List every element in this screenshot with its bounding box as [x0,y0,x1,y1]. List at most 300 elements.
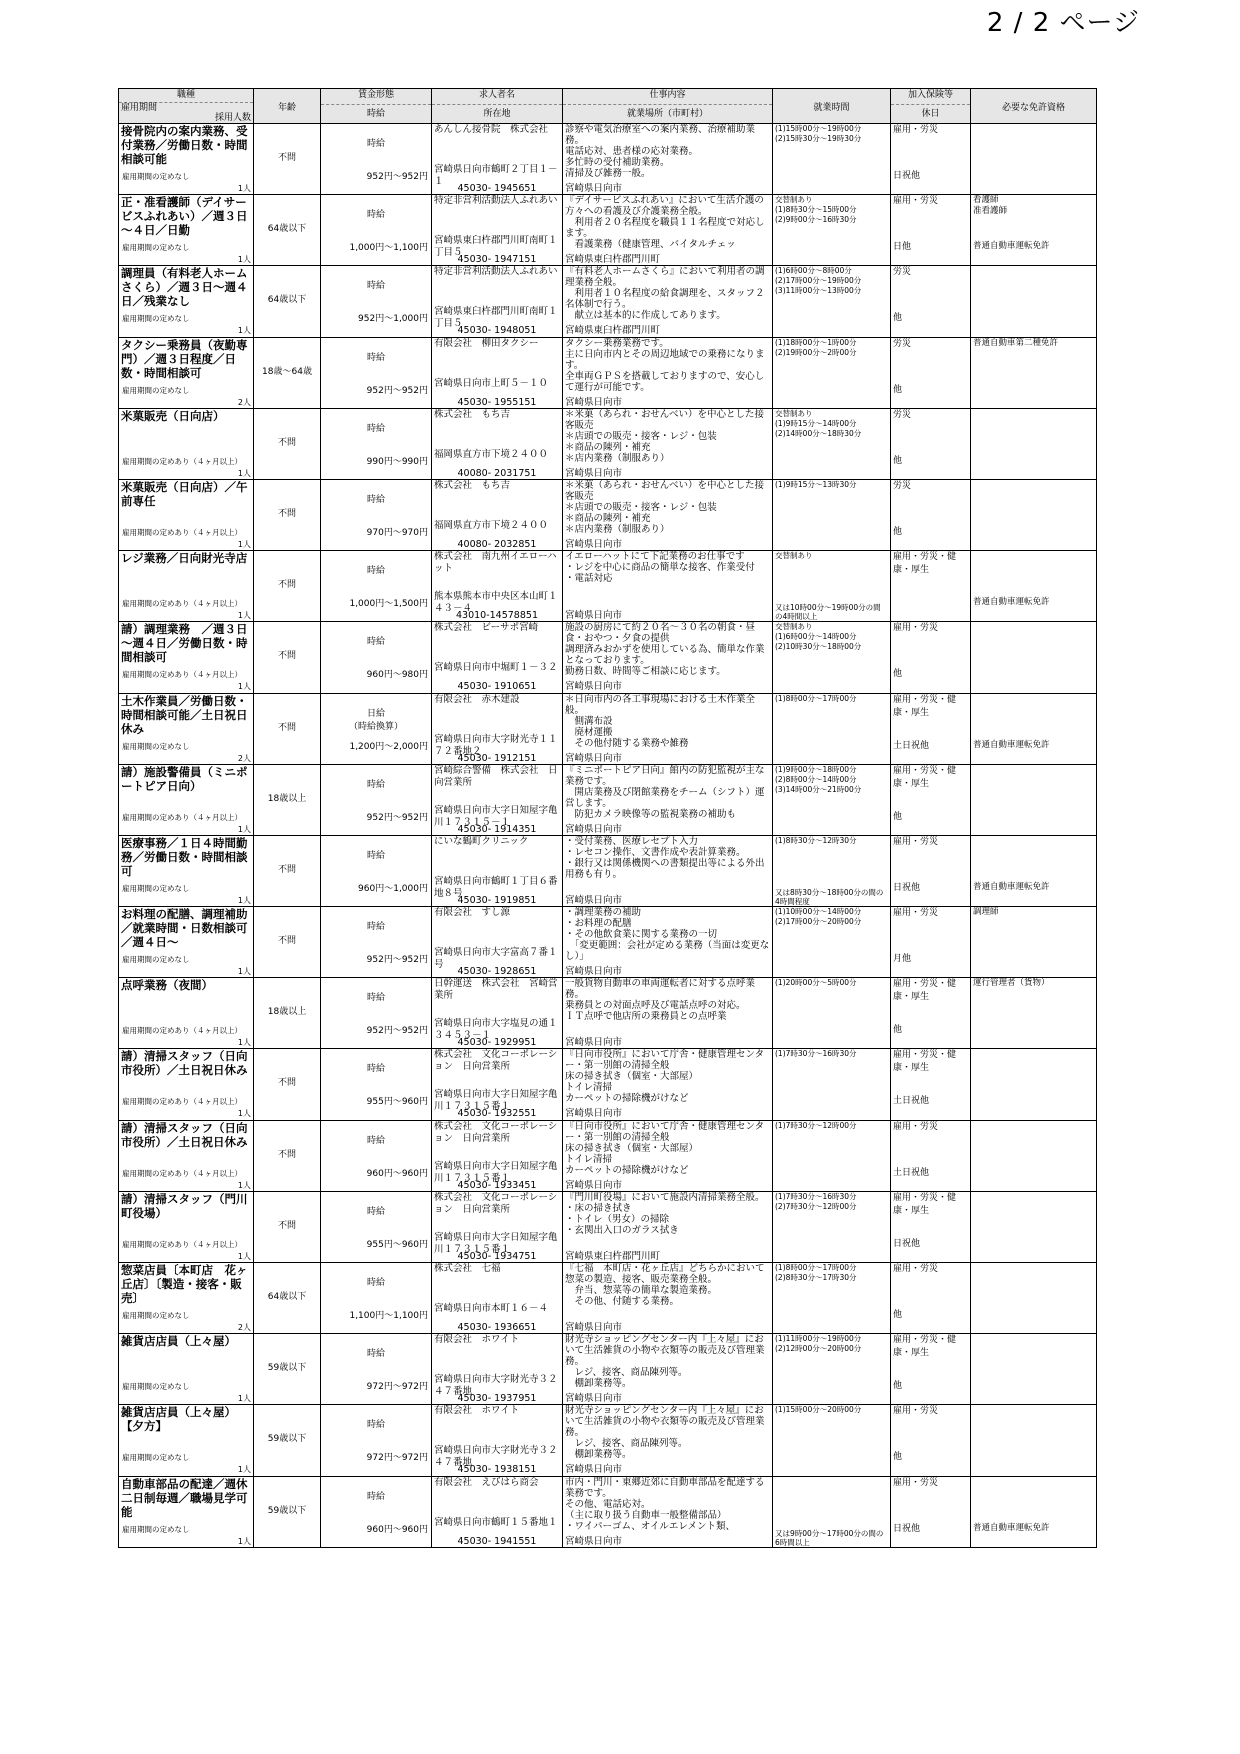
table-row [119,1405,1097,1476]
work-location: 宮崎県日向市 [565,895,770,906]
wage-type: 時給 [366,922,385,933]
insurance-cell [891,1191,971,1262]
holidays: 日祝他 [893,882,921,893]
work-hours: (1)11時00分～19時00分 (2)12時00分～20時00分 [775,1334,862,1354]
employment-period: 雇用期間の定めあり（４ヶ月以上） [122,599,242,609]
job-title: レジ業務／日向財光寺店 [121,551,248,566]
work-hours: (1)7時30分～16時30分 (2)7時30分～12時00分 [775,1191,857,1211]
holidays: 他 [893,1381,903,1392]
header-age: 年齢 [254,89,321,124]
employer-address: 宮崎県日向市大字日知屋字亀川１７３１５番１ [434,1089,558,1113]
age-requirement: 64歳以下 [267,295,307,306]
job-number: 45030- 1912151 [457,752,537,764]
insurance: 雇用・労災 [893,1121,939,1132]
wage-type: 時給 [366,281,385,292]
table-row [119,1120,1097,1191]
work-description: 『日向市役所』において庁舎・健康管理センター・第一別館の清掃全般 床の掃き拭き（個室・大部屋） トイレ清掃 カーペットの掃除機がけなど [565,1049,765,1105]
age-requirement: 18歳以上 [267,1007,307,1018]
wage-type: 時給 [366,779,385,790]
hours-cell [773,1334,891,1405]
age-requirement: 不問 [277,651,296,662]
wage-type: 時給 [366,210,385,221]
age-cell [254,195,321,266]
job-title: 請）施設警備員（ミニポートピア日向） [121,764,248,793]
hours-cell [773,1476,891,1547]
hire-count: 1人 [237,255,251,265]
age-cell [254,337,321,408]
license-cell [971,551,1097,622]
employment-period: 雇用期間の定めなし [122,385,190,395]
insurance: 労災 [893,338,912,349]
age-cell [254,1405,321,1476]
wage-cell [321,907,432,978]
wage-type: 時給 [366,1349,385,1360]
employer-cell [432,337,563,408]
table-row [119,835,1097,906]
hours-cell [773,978,891,1049]
wage-range: 952円～1,000円 [358,314,428,325]
required-license: 普通自動車第二種免許 [973,337,1059,348]
employer-address: 熊本県熊本市中央区本山町１４３－４ [434,591,558,615]
job-title: 点呼業務（夜間） [121,978,213,993]
employer-cell [432,978,563,1049]
required-license-secondary: 普通自動車運転免許 [973,881,1050,892]
job-title: 米菓販売（日向店）／午前専任 [121,479,248,508]
hire-count: 1人 [237,1038,251,1048]
wage-range: 955円～960円 [366,1239,428,1250]
work-location: 宮崎県日向市 [565,1536,770,1547]
age-requirement: 18歳～64歳 [262,366,312,377]
job-cell [119,1191,254,1262]
employer-address: 宮崎県日向市大字財光寺３２４７番地 [434,1374,558,1398]
hours-cell [773,266,891,337]
employment-period: 雇用期間の定めなし [122,243,190,253]
hours-cell [773,551,891,622]
work-location: 宮崎県東臼杵郡門川町 [565,325,770,336]
hours-cell [773,622,891,693]
job-number: 45030- 1945651 [457,183,537,194]
work-location: 宮崎県日向市 [565,397,770,408]
wage-range: 972円～972円 [366,1382,428,1393]
hours-cell [773,124,891,195]
employment-period: 雇用期間の定めあり（４ヶ月以上） [122,456,242,466]
employer-cell [432,1120,563,1191]
insurance: 雇用・労災・健康・厚生 [893,1335,957,1359]
insurance: 雇用・労災・健康・厚生 [893,1192,957,1216]
job-cell [119,1049,254,1120]
employer-cell [432,1049,563,1120]
work-location: 宮崎県日向市 [565,1393,770,1404]
work-cell [563,835,773,906]
required-license-secondary: 普通自動車運転免許 [973,241,1050,252]
required-license-secondary: 普通自動車運転免許 [973,739,1050,750]
wage-cell [321,835,432,906]
work-hours: (1)7時30分～12時00分 [775,1120,857,1130]
work-hours: (1)20時00分～5時00分 [775,978,857,988]
employer-address: 宮崎県東臼杵郡門川町南町１丁目５ [434,235,558,259]
holidays: 他 [893,811,903,822]
work-description: 『ミニポートピア日向』館内の防犯監視が主な業務です。 開店業務及び閉館業務をチーム（シフト）運営します。 防犯カメラ映像等の監視業務の補助も [565,764,765,820]
hire-count: 1人 [237,468,251,478]
work-location: 宮崎県日向市 [565,966,770,977]
work-cell [563,551,773,622]
work-hours: (1)15時00分～19時00分 (2)15時30分～19時30分 [775,124,862,143]
work-cell [563,266,773,337]
license-cell [971,1120,1097,1191]
job-cell [119,337,254,408]
age-cell [254,124,321,195]
insurance-cell [891,479,971,550]
age-requirement: 不問 [277,936,296,947]
work-cell [563,622,773,693]
employment-period: 雇用期間の定めなし [122,741,190,751]
license-cell [971,266,1097,337]
employment-period: 雇用期間の定めあり（４ヶ月以上） [122,1168,242,1178]
employer-cell [432,195,563,266]
work-description: ・調理業務の補助 ・お料理の配膳 ・その他飲食業に関する業務の一切 「変更範囲：会社が定める業務（当面は変更なし）」 [565,907,770,963]
wage-type: 時給 [366,352,385,363]
hire-count: 1人 [237,1465,251,1475]
age-requirement: 不問 [277,1149,296,1160]
age-cell [254,835,321,906]
work-description: 『門川町役場』において施設内清掃業務全般。 ・床の掃き拭き ・トイレ（男女）の掃除 ・玄関出入口のガラス拭き [565,1191,765,1236]
employer-name: 有限会社 すし源 [434,907,511,919]
work-hours: (1)8時00分～17時00分 [775,693,857,703]
work-location: 宮崎県日向市 [565,1464,770,1475]
insurance-cell [891,408,971,479]
employer-address: 宮崎県日向市大字日知屋字亀川１７３１５番１ [434,1231,558,1255]
job-number: 45030- 1928651 [457,966,537,978]
job-title: 米菓販売（日向店） [121,408,225,423]
work-cell [563,907,773,978]
hire-count: 1人 [237,611,251,621]
insurance: 雇用・労災・健康・厚生 [893,979,957,1003]
insurance-cell [891,693,971,764]
table-row [119,1263,1097,1334]
wage-range: 952円～952円 [366,385,428,396]
wage-range: 1,000円～1,500円 [349,599,428,610]
work-description: 市内・門川・東郷近郊に自動車部品を配達する業務です。 その他、電話応対。 （主に取り扱う自動車一般整備部品） ・ワイパーゴム、オイルエレメント類、 [565,1476,765,1532]
work-hours: 交替制あり (1)8時30分～15時00分 (2)9時00分～16時30分 [775,195,857,225]
employment-period: 雇用期間の定めあり（４ヶ月以上） [122,1097,242,1107]
wage-range: 970円～970円 [366,527,428,538]
wage-cell [321,1263,432,1334]
wage-range: 960円～1,000円 [358,883,428,894]
employer-address: 宮崎県日向市鶴町２丁目１－１ [434,164,558,187]
wage-type: 時給 [366,993,385,1004]
table-row [119,266,1097,337]
employer-address: 宮崎県日向市大字財光寺３２４７番地 [434,1445,558,1469]
wage-type: 時給 [366,1064,385,1075]
job-number: 45030- 1955151 [457,396,537,408]
hire-count: 1人 [237,967,251,977]
hours-cell [773,835,891,906]
license-cell [971,907,1097,978]
wage-type: 時給 [366,423,385,434]
job-number: 45030- 1938151 [457,1464,537,1476]
wage-type: 時給 [366,1420,385,1431]
age-requirement: 64歳以下 [267,224,307,235]
age-cell [254,1476,321,1547]
work-description: タクシー乗務業務です。 主に日向市内とその周辺地域での乗務になります。 全車両ＧＰＳを搭載しておりますので、安心して運行が可能です。 [565,337,765,393]
employer-cell [432,266,563,337]
wage-range: 1,200円～2,000円 [349,741,428,752]
insurance-cell [891,124,971,195]
job-title: お料理の配膳、調理補助／就業時間・日数相談可／週４日～ [121,907,248,950]
license-cell [971,408,1097,479]
work-location: 宮崎県日向市 [565,183,770,194]
employer-address: 宮崎県日向市大字日知屋字亀川１７３１５－１ [434,804,558,828]
license-cell [971,1049,1097,1120]
employer-address: 宮崎県日向市上町５－１０ [434,377,549,389]
age-requirement: 不問 [277,153,296,163]
age-requirement: 59歳以下 [267,1363,307,1374]
age-cell [254,693,321,764]
page-number: 2 / 2 ページ [986,8,1140,38]
work-description: ＊日向市内の各工事現場における土木作業全般。 側溝布設 廃材運搬 その他付随する業務や雑務 [565,693,756,749]
work-location: 宮崎県日向市 [565,610,770,621]
wage-cell [321,693,432,764]
job-number: 45030- 1934751 [457,1250,537,1262]
table-row [119,978,1097,1049]
employer-name: 株式会社 文化コーポレーション 日向営業所 [434,1049,558,1073]
age-cell [254,408,321,479]
age-cell [254,479,321,550]
employer-cell [432,907,563,978]
holidays: 他 [893,1025,903,1036]
hours-cell [773,1405,891,1476]
work-cell [563,764,773,835]
header-license: 必要な免許資格 [971,89,1097,124]
employer-name: 株式会社 もち吉 [434,408,511,420]
age-cell [254,978,321,1049]
job-cell [119,907,254,978]
work-cell [563,1263,773,1334]
hire-count: 2人 [237,1323,251,1332]
employment-period: 雇用期間の定めあり（４ヶ月以上） [122,670,242,680]
job-cell [119,1263,254,1334]
job-number: 45030- 1933451 [457,1179,537,1191]
work-cell [563,693,773,764]
employer-name: 宮崎綜合警備 株式会社 日向営業所 [434,764,558,788]
wage-range: 1,000円～1,100円 [349,243,428,254]
hire-count: 1人 [237,895,251,905]
age-cell [254,1049,321,1120]
work-description: 診察や電気治療室への案内業務、治療補助業務。 電話応対、患者様の応対業務。 多忙時の受付補助業務。 清掃及び雑務一般。 [565,124,756,179]
age-cell [254,1120,321,1191]
work-hours-note: 又は9時00分～17時00分の間の6時間以上 [775,1528,884,1547]
header-hours: 就業時間 [773,89,891,124]
job-cell [119,764,254,835]
job-rows [119,124,1097,1548]
employer-address: 宮崎県日向市鶴町１５番地１ [434,1516,558,1528]
work-hours: 交替制あり (1)9時15分～14時00分 (2)14時00分～18時30分 [775,408,862,438]
age-requirement: 不問 [277,722,296,733]
job-number: 40080- 2032851 [457,538,537,550]
hire-count: 1人 [237,1109,251,1119]
employer-name: 有限会社 赤木建設 [434,693,520,705]
age-requirement: 64歳以下 [267,1292,307,1302]
job-cell [119,1405,254,1476]
work-cell [563,195,773,266]
work-location: 宮崎県日向市 [565,468,770,479]
employer-cell [432,408,563,479]
hours-cell [773,195,891,266]
age-cell [254,1263,321,1334]
work-location: 宮崎県日向市 [565,539,770,550]
employment-period: 雇用期間の定めあり（４ヶ月以上） [122,1239,242,1249]
wage-cell [321,337,432,408]
work-description: 『七福 本町店・花ヶ丘店』どちらかにおいて惣菜の製造、接客、販売業務全般。 弁当、惣菜等の簡単な製造業務。 その他、付随する業務。 [565,1263,765,1307]
job-cell [119,1334,254,1405]
insurance: 雇用・労災・健康・厚生 [893,765,957,789]
age-cell [254,1191,321,1262]
job-title: 土木作業員／労働日数・時間相談可能／土日祝日休み [121,693,248,736]
hire-count: 2人 [237,397,251,407]
wage-cell [321,1049,432,1120]
work-location: 宮崎県日向市 [565,824,770,835]
insurance: 雇用・労災 [893,1264,939,1274]
work-cell [563,1476,773,1547]
wage-cell [321,1120,432,1191]
job-title: 請）清掃スタッフ（門川町役場） [121,1191,248,1220]
work-description: 『デイサービスふれあい』において生活介護の方々への看護及び介護業務全般。 利用者２０名程度を職員１１名程度で対応します。 看護業務（健康管理、バイタルチェッ [565,195,765,251]
employment-period: 雇用期間の定めあり（４ヶ月以上） [122,812,242,822]
employer-cell [432,622,563,693]
wage-cell [321,764,432,835]
wage-cell [321,622,432,693]
age-cell [254,551,321,622]
work-location: 宮崎県東臼杵郡門川町 [565,254,770,265]
wage-cell [321,408,432,479]
table-row [119,764,1097,835]
employer-address: 宮崎県東臼杵郡門川町南町１丁目５ [434,306,558,330]
insurance-cell [891,1120,971,1191]
wage-range: 960円～960円 [366,1168,428,1179]
work-hours: (1)10時00分～14時00分 (2)17時00分～20時00分 [775,907,862,927]
hire-count: 1人 [237,682,251,692]
work-cell [563,978,773,1049]
age-cell [254,764,321,835]
license-cell [971,479,1097,550]
age-cell [254,1334,321,1405]
header-employer: 求人者名 所在地 [432,89,563,124]
job-number: 45030- 1914351 [457,823,537,835]
job-cell [119,479,254,550]
table-row [119,1334,1097,1405]
employer-name: あんしん接骨院 株式会社 [434,124,549,135]
license-cell [971,978,1097,1049]
wage-type: 時給 [366,1135,385,1146]
license-cell [971,337,1097,408]
employer-name: 特定非営利活動法人ふれあい [434,195,558,207]
wage-cell [321,1191,432,1262]
holidays: 日祝他 [893,171,921,181]
required-license: 看護師 准看護師 [973,195,1008,217]
wage-type: 時給 [366,139,385,149]
employer-cell [432,693,563,764]
work-hours: (1)9時00分～18時00分 (2)8時00分～14時00分 (3)14時00分～21時00分 [775,764,862,794]
employer-name: 株式会社 ビーサポ宮崎 [434,622,539,634]
wage-type: 時給 [366,1491,385,1502]
job-title: 請）調理業務 ／週３日～週４日／労働日数・時間相談可 [121,622,248,665]
employer-address: 宮崎県日向市大字財光寺１１７２番地２ [434,733,558,757]
job-number: 45030- 1929951 [457,1037,537,1049]
holidays: 他 [893,669,903,680]
insurance: 雇用・労災 [893,623,939,634]
job-number: 45030- 1941551 [457,1535,537,1547]
hire-count: 1人 [237,539,251,549]
license-cell [971,124,1097,195]
work-hours: (1)18時00分～1時00分 (2)19時00分～2時00分 [775,337,857,357]
job-number: 45030- 1932551 [457,1108,537,1120]
holidays: 土日祝他 [893,1167,930,1178]
job-cell [119,1476,254,1547]
holidays: 他 [893,384,903,395]
insurance-cell [891,337,971,408]
employer-name: 特定非営利活動法人ふれあい [434,266,558,278]
wage-cell [321,124,432,195]
insurance-cell [891,907,971,978]
holidays: 土日祝他 [893,740,930,751]
work-location: 宮崎県東臼杵郡門川町 [565,1251,770,1262]
license-cell [971,1191,1097,1262]
work-hours-note: 又は10時00分～19時00分の間の4時間以上 [775,603,881,622]
table-row [119,693,1097,764]
holidays: 他 [893,1452,903,1463]
insurance: 雇用・労災 [893,125,939,135]
employer-address: 宮崎県日向市大字日知屋字亀川１７３１５番１ [434,1160,558,1184]
employer-cell [432,551,563,622]
work-description: 財光寺ショッピングセンター内『上々屋』において生活雑貨の小物や衣類等の販売及び管理業務。 レジ、接客、商品陳列等。 棚卸業務等。 [565,1405,765,1461]
wage-type: 時給 [366,1278,385,1288]
wage-cell [321,1476,432,1547]
employer-name: 有限会社 ホワイト [434,1405,520,1417]
work-hours: 交替制あり (1)6時00分～14時00分 (2)10時30分～18時00分 [775,622,862,652]
employer-cell [432,1476,563,1547]
header-insurance: 加入保険等 休日 [891,89,971,124]
license-cell [971,1334,1097,1405]
employer-cell [432,479,563,550]
wage-range: 952円～952円 [366,812,428,823]
license-cell [971,195,1097,266]
table-row [119,479,1097,550]
wage-type: 時給 [366,1206,385,1217]
age-requirement: 不問 [277,508,296,519]
hours-cell [773,1049,891,1120]
hours-cell [773,907,891,978]
employer-address: 宮崎県日向市大字富高７番１号 [434,947,558,971]
insurance-cell [891,622,971,693]
hours-cell [773,764,891,835]
table-row [119,337,1097,408]
insurance: 雇用・労災 [893,196,939,207]
work-description: 『日向市役所』において庁舎・健康管理センター・第一別館の清掃全般 床の掃き拭き（個室・大部屋） トイレ清掃 カーペットの掃除機がけなど [565,1120,765,1176]
job-number: 40080- 2031751 [457,467,537,479]
employer-cell [432,1405,563,1476]
job-listing-sheet [118,88,1096,1548]
job-title: 正・准看護師（デイサービスふれあい）／週３日～４日／日勤 [121,195,248,238]
job-title: 医療事務／１日４時間勤務／労働日数・時間相談可 [121,835,248,878]
job-number: 45030- 1947151 [457,254,537,266]
hours-cell [773,408,891,479]
hire-count: 2人 [237,753,251,763]
hours-cell [773,1191,891,1262]
hire-count: 1人 [237,184,251,193]
insurance: 雇用・労災・健康・厚生 [893,1050,957,1074]
job-number: 43010-14578851 [455,610,538,622]
required-license-secondary: 普通自動車運転免許 [973,597,1050,608]
